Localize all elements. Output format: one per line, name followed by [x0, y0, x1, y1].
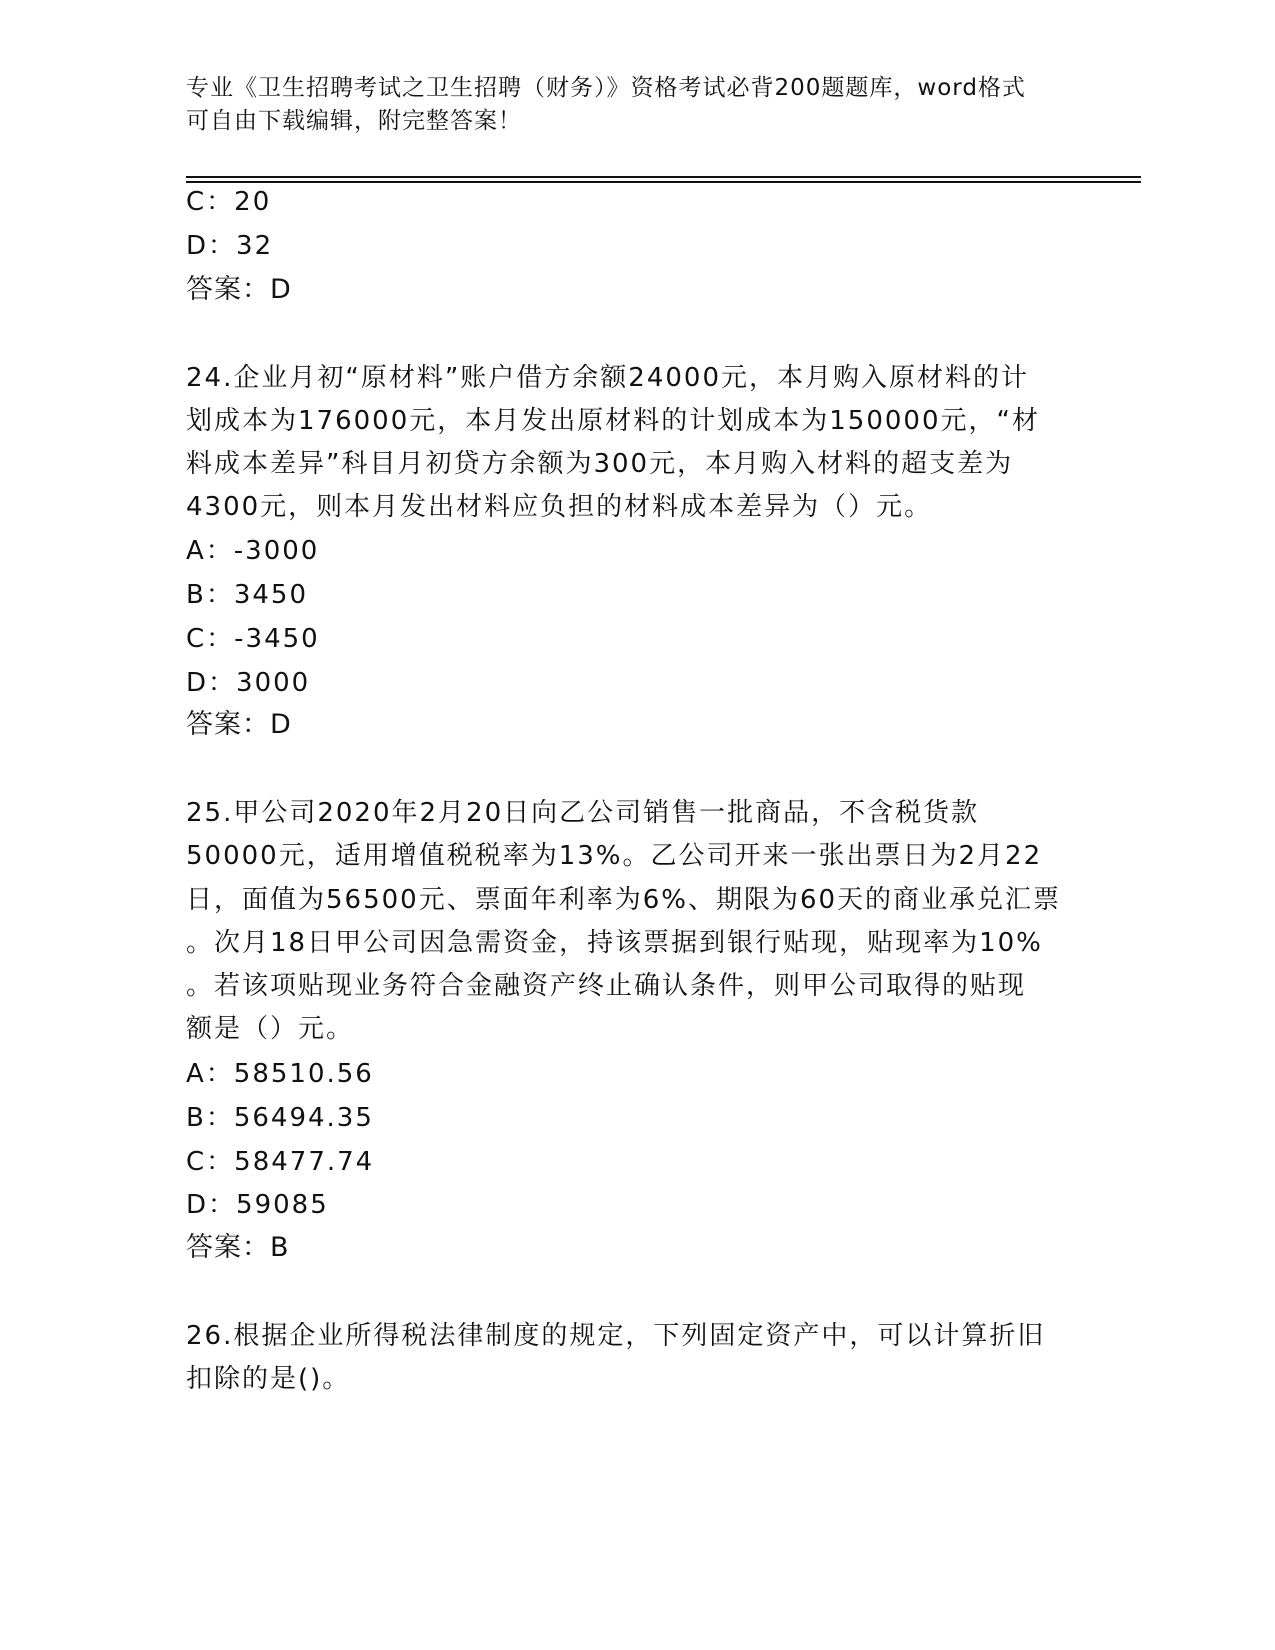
q24-answer: 答案：D [186, 709, 292, 740]
header-divider-top [186, 176, 1141, 178]
q25-text-line: 25.甲公司2020年2月20日向乙公司销售一批商品，不含税货款 [186, 798, 980, 828]
q25-option-b: B：56494.35 [186, 1103, 374, 1133]
q24-option-d: D：3000 [186, 668, 311, 698]
document-header [186, 72, 1066, 138]
header-divider-bottom [186, 181, 1141, 183]
q26-text-line: 26.根据企业所得税法律制度的规定，下列固定资产中，可以计算折旧 [186, 1321, 1046, 1351]
q25-option-a: A：58510.56 [186, 1059, 374, 1089]
prev-option-c: C：20 [186, 187, 272, 217]
q25-text-line: 50000元，适用增值税税率为13%。乙公司开来一张出票日为2月22 [186, 841, 1043, 871]
header-line-1: 专业《卫生招聘考试之卫生招聘（财务）》资格考试必背200题题库，word格式 [186, 75, 1026, 101]
q24-text-line: 料成本差异”科目月初贷方余额为300元，本月购入材料的超支差为 [186, 449, 1014, 479]
q25-text-line: 日，面值为56500元、票面年利率为6%、期限为60天的商业承兑汇票 [186, 885, 1062, 915]
q24-text-line: 划成本为176000元，本月发出原材料的计划成本为150000元，“材 [186, 406, 1040, 436]
q25-answer: 答案：B [186, 1232, 290, 1263]
q24-text-line: 4300元，则本月发出材料应负担的材料成本差异为（）元。 [186, 492, 933, 522]
q25-text-line: 。若该项贴现业务符合金融资产终止确认条件，则甲公司取得的贴现 [186, 971, 1027, 1001]
q24-option-c: C：-3450 [186, 624, 320, 654]
q25-option-d: D：59085 [186, 1190, 329, 1220]
q24-text-line: 24.企业月初“原材料”账户借方余额24000元，本月购入原材料的计 [186, 363, 1029, 393]
q26-text-line: 扣除的是()。 [186, 1364, 351, 1394]
q24-option-b: B：3450 [186, 580, 309, 610]
prev-option-d: D：32 [186, 231, 274, 261]
q24-option-a: A：-3000 [186, 536, 320, 566]
prev-answer: 答案：D [186, 274, 292, 305]
q25-option-c: C：58477.74 [186, 1147, 375, 1177]
q25-text-line: 额是（）元。 [186, 1014, 355, 1044]
q25-text-line: 。次月18日甲公司因急需资金，持该票据到银行贴现，贴现率为10% [186, 928, 1043, 958]
header-line-2: 可自由下载编辑，附完整答案！ [186, 108, 522, 134]
